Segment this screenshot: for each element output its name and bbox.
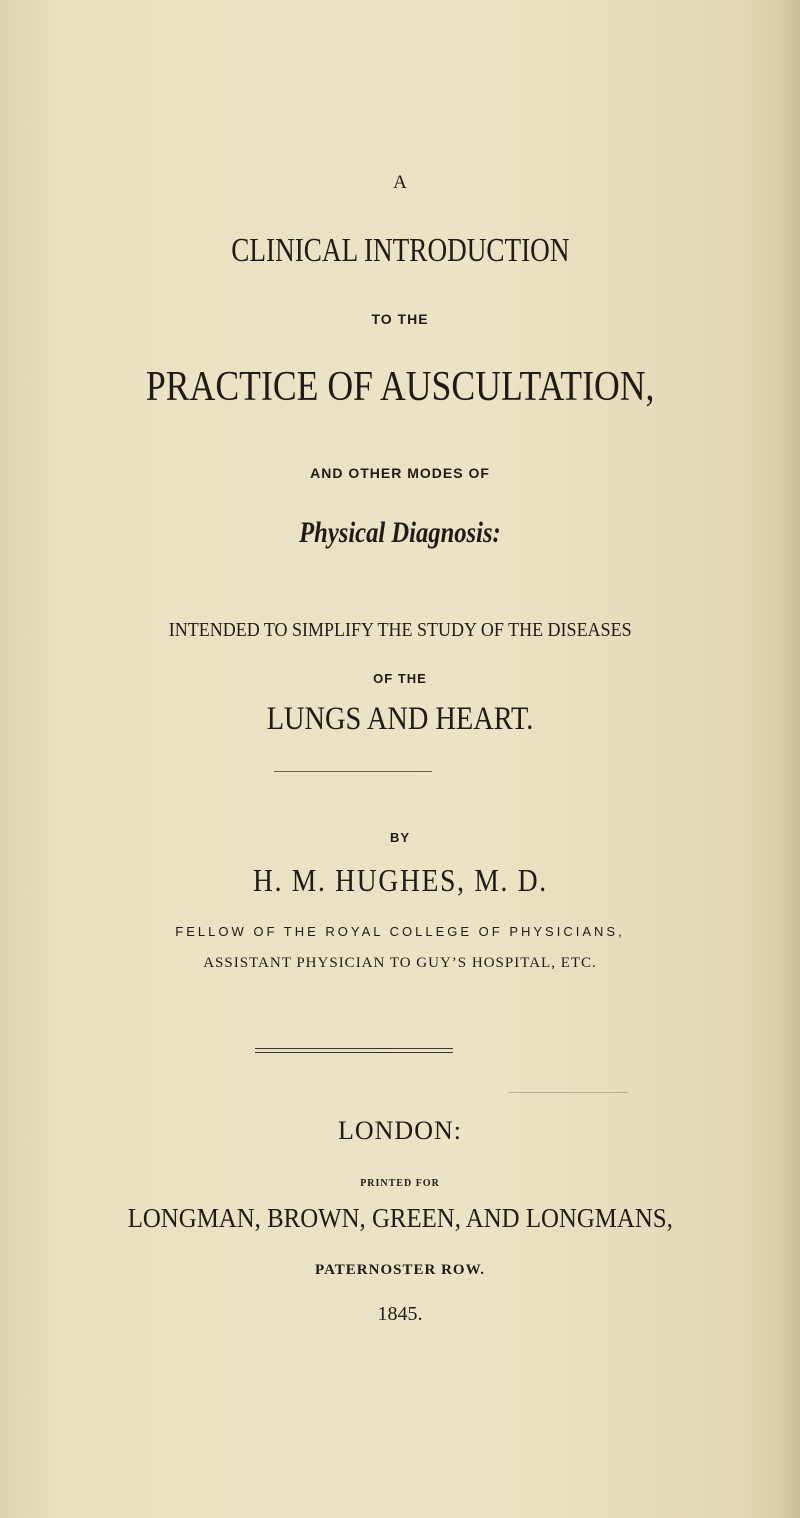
to-the: TO THE bbox=[371, 311, 429, 327]
city: LONDON: bbox=[338, 1116, 462, 1145]
printed-for: PRINTED FOR bbox=[360, 1178, 440, 1189]
paper-mark bbox=[508, 1092, 628, 1093]
blackletter-subtitle bbox=[0, 515, 800, 551]
address: PATERNOSTER ROW. bbox=[315, 1262, 485, 1278]
by-line: BY bbox=[389, 830, 411, 845]
page-edge-shadow bbox=[780, 0, 800, 1518]
year: 1845. bbox=[377, 1303, 423, 1325]
double-rule-bottom bbox=[255, 1052, 453, 1053]
blackletter-subtitle-text: Physical Diagnosis: bbox=[299, 516, 501, 549]
article-a: A bbox=[393, 172, 407, 193]
title-line-1-text: CLINICAL INTRODUCTION bbox=[230, 232, 570, 269]
credential-2: ASSISTANT PHYSICIAN TO GUY’S HOSPITAL, ETC. bbox=[203, 955, 597, 971]
intended-line-text: INTENDED TO SIMPLIFY THE STUDY OF THE DISEASES bbox=[168, 619, 632, 641]
intended-line bbox=[0, 618, 800, 642]
subject-line-text: LUNGS AND HEART. bbox=[266, 701, 534, 737]
author-name-text: H. M. HUGHES, M. D. bbox=[252, 862, 548, 898]
and-other-modes: AND OTHER MODES OF bbox=[310, 465, 490, 481]
of-the: OF THE bbox=[373, 671, 427, 686]
double-rule-top bbox=[255, 1048, 453, 1049]
title-line-1 bbox=[0, 231, 800, 271]
publisher-text: LONGMAN, BROWN, GREEN, AND LONGMANS, bbox=[127, 1203, 673, 1233]
divider-rule-1 bbox=[274, 771, 432, 772]
subject-line bbox=[0, 699, 800, 739]
publisher bbox=[0, 1202, 800, 1234]
credential-1: FELLOW OF THE ROYAL COLLEGE OF PHYSICIANS, bbox=[175, 924, 625, 939]
author-name bbox=[0, 861, 800, 899]
title-line-2 bbox=[0, 362, 800, 412]
title-line-2-text: PRACTICE OF AUSCULTATION, bbox=[145, 364, 655, 410]
